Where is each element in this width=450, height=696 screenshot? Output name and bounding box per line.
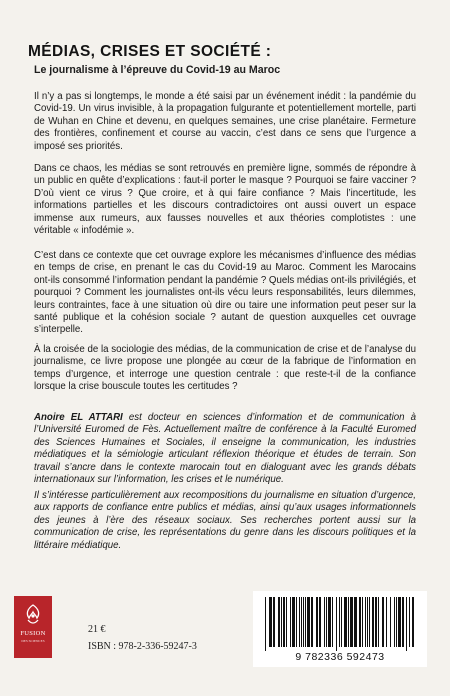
publisher-tagline: DES SCIENCES — [21, 639, 45, 643]
book-subtitle: Le journalisme à l’épreuve du Covid-19 au Maroc — [34, 64, 281, 76]
barcode-digits: 9 782336 592473 — [295, 651, 385, 663]
price: 21 € — [88, 624, 106, 635]
publisher-name: FUSION — [20, 630, 46, 637]
barcode — [253, 591, 427, 667]
book-title: MÉDIAS, CRISES ET SOCIÉTÉ : — [28, 43, 272, 60]
summary-paragraph-1: Il n’y a pas si longtemps, le monde a été saisi par un événement inédit : la pandémie du Covid-19. Un virus invisible, à la propagation fulgurante et potentiellement mortelle, parti de Wuhan en Chine et devenu, en quelques semaines, une crise planétaire. Fermeture des frontières, confinement et course au vaccin, c’est dans ce sens que l’urgence a imposé ses priorités. — [34, 91, 416, 152]
author-bio-1-text: est docteur en sciences d’information et de communication à l’Université Euromed de Fès. Actuellement maître de conférence à la Faculté Euromed des Sciences Humaines et Sociales, il enseigne la communication, les industries médiatiques et la sémiologie articulant réflexion théorique et études de terrain. Son travail s’ancre dans le contexte marocain tout en dialoguant avec les grands débats internationaux sur l’information, les crises et le numérique. — [34, 412, 417, 486]
publisher-logo — [14, 596, 52, 658]
summary-paragraph-4: À la croisée de la sociologie des médias, de la communication de crise et de l’analyse du journalisme, ce livre propose une plongée au cœur de la fabrique de l’information en temps d’urgence, et interroge une question centrale : que reste-t-il de la confiance lorsque la crise bouscule toutes les certitudes ? — [34, 344, 416, 393]
isbn: ISBN : 978-2-336-59247-3 — [88, 641, 197, 652]
summary-paragraph-3: C’est dans ce contexte que cet ouvrage explore les mécanismes d’influence des médias en temps de crise, en prenant le cas du Covid-19 au Maroc. Comment les Marocains ont-ils consommé l’information pendant la pandémie ? Quels médias ont-ils privilégiés, et pourquoi ? Comment les journalistes ont-ils vécu leurs responsabilités, leurs dilemmes, leurs contraintes, face à une situation où dire ou taire une information peut peser sur la santé publique et la cohésion sociale ? autant de question auxquelles cet ouvrage s’interpelle. — [34, 250, 416, 336]
barcode-bars — [263, 597, 417, 651]
publisher-emblem-icon — [23, 604, 43, 628]
summary-paragraph-2: Dans ce chaos, les médias se sont retrouvés en première ligne, sommés de répondre à un public en quête d’explications : faut-il porter le masque ? Pourquoi se faire vacciner ? D’où vient ce virus ? Que croire, et à qui faire confiance ? Mais l’incertitude, les informations partielles et les discours contradictoires ont aussi ouvert un espace immense aux rumeurs, aux fausses nouvelles et aux théories complotistes : une véritable « infodémie ». — [34, 163, 416, 237]
author-bio-2: Il s’intéresse particulièrement aux recompositions du journalisme en situation d’urgence, aux rapports de confiance entre publics et médias, ainsi qu’aux usages informationnels des jeunes à l’ère des réseaux sociaux. Ses recherches portent aussi sur la communication de crise, les représentations du genre dans les discours politiques et la littéraire médiatique. — [34, 490, 416, 551]
author-bio-1 — [34, 412, 416, 486]
author-name: Anoire EL ATTARI — [34, 412, 123, 423]
